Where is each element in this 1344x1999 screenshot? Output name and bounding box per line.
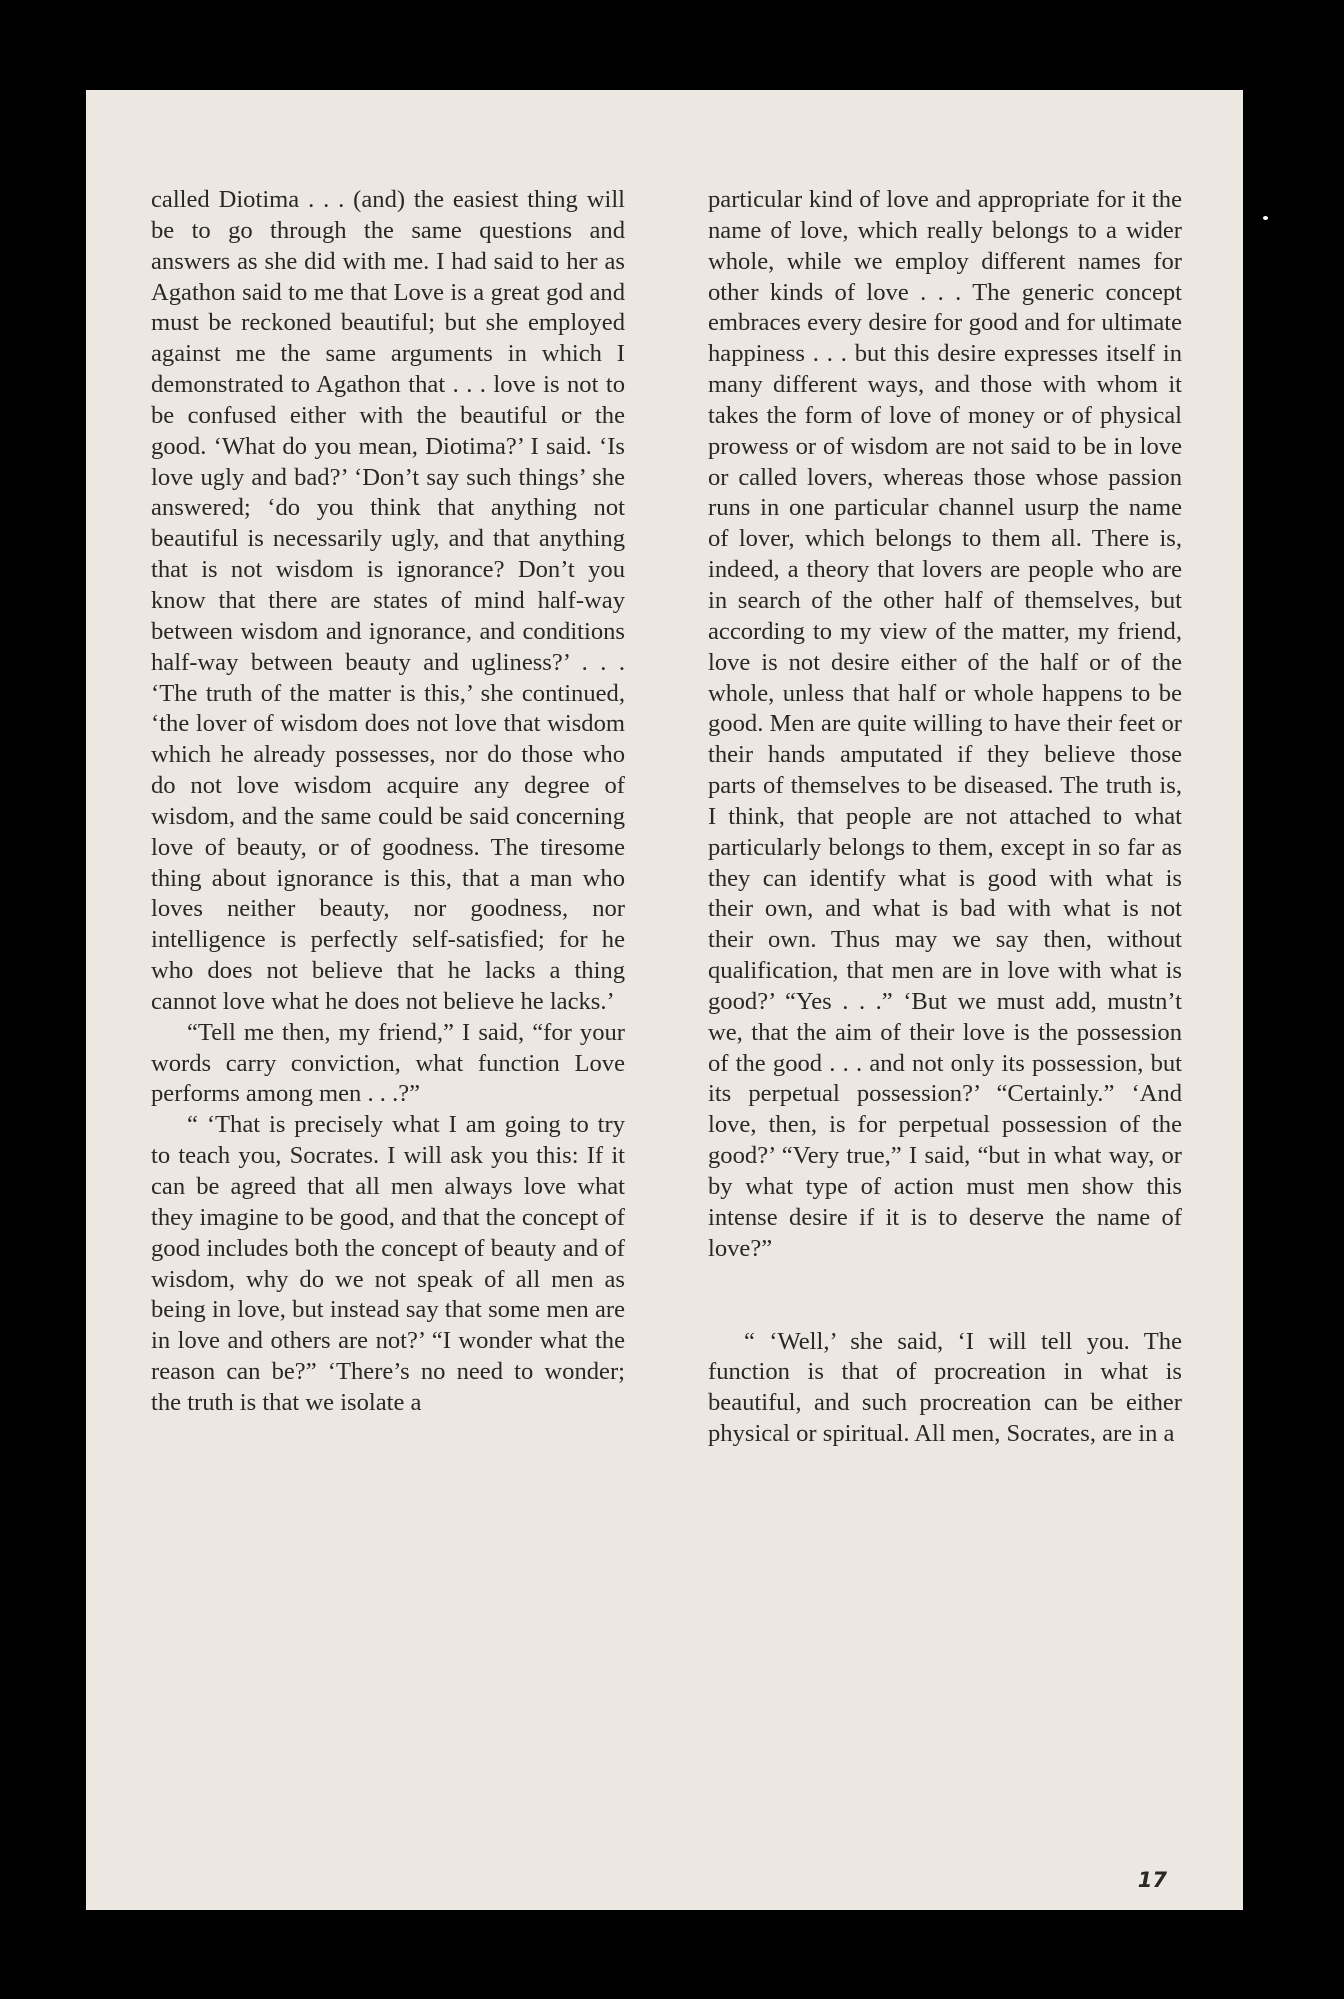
paragraph: “ ‘Well,’ she said, ‘I will tell you. The function is that of procreation in what is beautiful, and such procreation can be either physical or spiritual. All men, Socrates, are in a	[708, 1327, 1182, 1448]
book-page	[86, 90, 1243, 1910]
paragraph: particular kind of love and appropriate for it the name of love, which really belongs to a wider whole, while we employ different names for other kinds of love . . . The generic concept embraces every desire for good and for ultimate happiness . . . but this desire expresses itself in many different ways, and those with whom it takes the form of love of money or of physical prowess or of wisdom are not said to be in love or called lovers, whereas those whose passion runs in one particular channel usurp the name of lover, which belongs to them all. There is, indeed, a theory that lovers are people who are in search of the other half of themselves, but according to my view of the matter, my friend, love is not desire either of the half or of the whole, unless that half or whole happens to be good. Men are quite willing to have their feet or their hands amputated if they believe those parts of themselves to be diseased. The truth is, I think, that people are not attached to what particularly belongs to them, except in so far as they can identify what is good with what is their own, and what is bad with what is not their own. Thus may we say then, without qualification, that men are in love with what is good?’ “Yes . . .” ‘But we must add, mustn’t we, that the aim of their love is the possession of the good . . . and not only its possession, but its perpetual possession?’ “Certainly.” ‘And love, then, is for perpetual possession of the good?’ “Very true,” I said, “but in what way, or by what type of action must men show this intense desire if it is to deserve the name of love?”	[708, 186, 1182, 1262]
paragraph: called Diotima . . . (and) the easiest thing will be to go through the same questions and answers as she did with me. I had said to her as Agathon said to me that Love is a great god and must be reckoned beautiful; but she employed against me the same arguments in which I demonstrated to Agathon that . . . love is not to be confused either with the beautiful or the good. ‘What do you mean, Diotima?’ I said. ‘Is love ugly and bad?’ ‘Don’t say such things’ she answered; ‘do you think that anything not beautiful is necessarily ugly, and that anything that is not wisdom is ignorance? Don’t you know that there are states of mind half-way between wisdom and ignorance, and conditions half-way between beauty and ugliness?’ . . . ‘The truth of the matter is this,’ she continued, ‘the lover of wisdom does not love that wisdom which he already possesses, nor do those who do not love wisdom acquire any degree of wisdom, and the same could be said concerning love of beauty, or of goodness. The tiresome thing about ignorance is this, that a man who loves neither beauty, nor goodness, nor intelligence is perfectly self-satisfied; for he who does not believe that he lacks a thing cannot love what he does not believe he lacks.’	[151, 186, 625, 1015]
page-number: 17	[1137, 1868, 1167, 1892]
left-column	[151, 185, 625, 1419]
paragraph: “ ‘That is precisely what I am going to try to teach you, Socrates. I will ask you this: If it can be agreed that all men always love what they imagine to be good, and that the concept of good includes both the concept of beauty and of wisdom, why do we not speak of all men as being in love, but instead say that some men are in love and others are not?’ “I wonder what the reason can be?” ‘There’s no need to wonder; the truth is that we isolate a	[151, 1111, 625, 1416]
dust-speck	[1263, 216, 1268, 220]
right-column	[708, 185, 1182, 1450]
paragraph: “Tell me then, my friend,” I said, “for your words carry conviction, what function Love performs among men . . .?”	[151, 1018, 625, 1108]
